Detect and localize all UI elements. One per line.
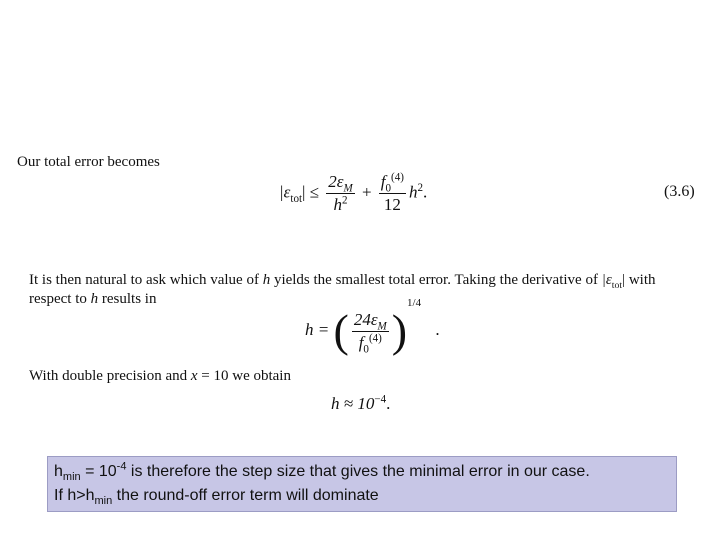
equation-h-min	[305, 297, 440, 356]
callout-line1-rest: is therefore the step size that gives the minimal error in our case.	[126, 463, 590, 480]
eq2-close-paren: )	[391, 305, 408, 356]
callout-line-2	[54, 484, 676, 508]
eq1-lhs-open: |ε	[279, 182, 291, 202]
eq2-end: .	[435, 319, 440, 339]
paragraph-double-precision	[29, 366, 291, 386]
eq1-lhs-sub: tot	[290, 192, 303, 205]
equation-number: (3.6)	[664, 183, 695, 200]
eq1-lhs-close: | ≤	[302, 182, 320, 202]
eq1-frac2-num-sup: (4)	[391, 171, 404, 184]
eq1-frac2-num: f	[380, 172, 386, 191]
callout-line2-rest: the round-off error term will dominate	[112, 487, 379, 504]
p2-line2-b: results in	[98, 291, 157, 307]
eq2-open-paren: (	[333, 305, 349, 356]
eq2-num-sub: M	[377, 319, 387, 332]
intro-text: Our total error becomes	[17, 154, 160, 170]
p2-abs-close: |	[622, 272, 626, 288]
paragraph-derivative-line2	[29, 289, 156, 309]
eq1-tail: h	[408, 182, 418, 202]
eq1-tail-sup: 2	[417, 181, 423, 194]
callout-line2-a: If h>h	[54, 487, 95, 504]
callout-h-sub: min	[62, 471, 81, 484]
callout-box	[47, 456, 677, 512]
p2-text-a: It is then natural to ask which value of	[29, 272, 263, 288]
eq1-frac2-num-sub: 0	[385, 182, 392, 195]
eq1-plus: +	[361, 182, 372, 202]
eq1-frac1-num-sub: M	[343, 182, 353, 195]
paragraph-derivative-line1	[29, 270, 655, 290]
eq1-tail-end: .	[422, 182, 428, 202]
p2-var-h: h	[262, 272, 271, 288]
eq2-den: f	[358, 332, 364, 352]
eq3-sup: −4	[374, 393, 387, 406]
p3-text-a: With double precision and	[29, 368, 191, 384]
p2-line2-a: respect to	[29, 291, 91, 307]
eq2-den-sup: (4)	[368, 331, 382, 344]
eq3-end: .	[386, 394, 391, 413]
p2-abs-sub: tot	[611, 280, 623, 291]
p2-line2-var-h: h	[90, 291, 99, 307]
eq1-frac1-den: h	[333, 195, 342, 214]
equation-3-6	[279, 172, 427, 215]
callout-line-1	[54, 460, 676, 484]
p2-abs-open: |ε	[601, 272, 612, 288]
p2-text-c: with	[625, 272, 656, 288]
eq2-den-sub: 0	[363, 342, 369, 355]
eq1-frac1-num: 2ε	[328, 172, 344, 191]
eq3-lhs: h ≈ 10	[331, 394, 375, 413]
eq1-frac1-den-sup: 2	[341, 194, 348, 207]
p3-var-x: x	[190, 368, 198, 384]
callout-line2-sub: min	[94, 495, 113, 508]
callout-exp: -4	[116, 460, 127, 473]
eq2-exponent: 1/4	[407, 297, 422, 310]
p3-text-b: = 10 we obtain	[197, 368, 291, 384]
eq1-frac2-den: 12	[383, 195, 401, 214]
callout-eq: = 10	[80, 463, 117, 480]
equation-h-approx	[331, 394, 390, 414]
eq1-fraction-1	[326, 172, 354, 215]
eq1-fraction-2	[379, 172, 406, 215]
p2-text-b: yields the smallest total error. Taking the derivative of	[270, 272, 602, 288]
eq2-fraction	[352, 310, 389, 353]
callout-h: h	[54, 463, 63, 480]
eq2-lhs: h =	[305, 319, 330, 339]
eq2-num: 24ε	[353, 309, 378, 329]
